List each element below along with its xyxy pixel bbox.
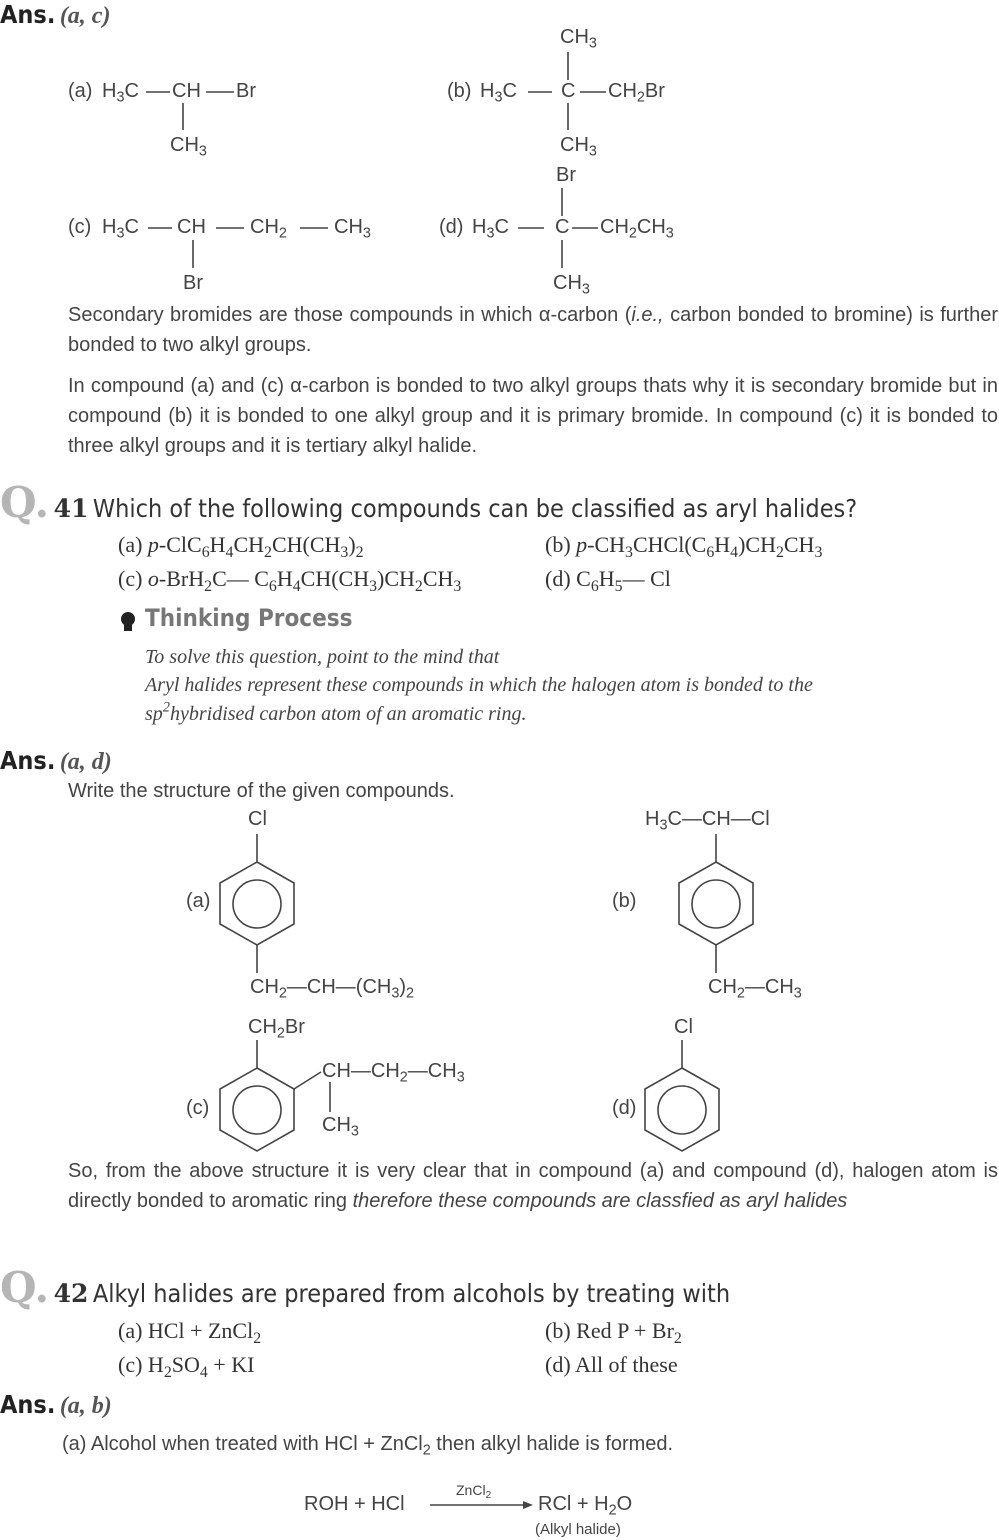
question-number: 41 — [53, 494, 89, 523]
question-number: 42 — [53, 1279, 89, 1308]
thinking-process-line-2: Aryl halides represent these compounds in which the halogen atom is bonded to the — [145, 674, 813, 696]
struct-d-h3c: $H_3C$ — [472, 216, 509, 242]
thinking-process-line-3: $sp^2hybridised$ carbon atom of an aromatic ring. — [145, 699, 527, 725]
struct-d-br: Br — [556, 164, 576, 186]
explain-paragraph-2: In compound (a) and (c) α-carbon is bonded to two alkyl groups thats why it is secondary bromide but in compound (b) it is bonded to one alkyl group and it is primary bromide. In compound (c) it is bonded to three alkyl groups and it is tertiary alkyl halide. — [68, 375, 998, 457]
reaction-catalyst: ZnCl$_2$ — [456, 1482, 492, 1502]
answer-label: Ans. — [0, 746, 56, 775]
struct-d-ch3: $CH_3$ — [553, 272, 590, 298]
question-text: Which of the following compounds can be classified as aryl halides? — [92, 494, 858, 523]
struct-c-br: Br — [183, 272, 203, 294]
reaction-reactants: ROH + HCl — [304, 1493, 405, 1515]
answer-value: (a, d) — [59, 749, 112, 775]
answer-value: (a, c) — [59, 3, 111, 29]
struct-d-ch2ch3: $CH_2CH_3$ — [600, 216, 674, 242]
answer-value: (a, b) — [59, 1393, 112, 1419]
struct41-b-label: (b) — [612, 890, 637, 912]
explain-paragraph-1: Secondary bromides are those compounds in which α-carbon (i.e., carbon bonded to bromine) is further bonded to two alkyl groups. — [68, 304, 999, 356]
struct-c-ch3: $CH_3$ — [334, 216, 371, 242]
answer-40 — [0, 0, 110, 30]
struct-b-c: C — [561, 80, 576, 102]
struct41-a-cl: Cl — [248, 808, 267, 830]
struct-d-c: C — [555, 216, 570, 238]
struct41-b-top: $H_3C—CH—Cl$ — [645, 808, 770, 834]
answer-41 — [0, 746, 112, 776]
struct-a-ch: CH — [172, 80, 201, 102]
struct41-d-cl: Cl — [674, 1016, 693, 1038]
question-41-header — [0, 478, 857, 527]
question-mark: Q. — [0, 478, 50, 527]
struct-b-h3c: $H_3C$ — [480, 80, 517, 106]
answer-42 — [0, 1390, 112, 1420]
option-d[interactable]: (d) All of these — [545, 1352, 678, 1377]
struct-a-ch3: $CH_3$ — [170, 134, 207, 160]
struct-b-ch2br: $CH_2Br$ — [608, 80, 665, 106]
struct41-c-side: $CH—CH_2—CH_3$ — [322, 1060, 465, 1086]
struct41-c-ch3: $CH_3$ — [322, 1114, 359, 1140]
answer-label: Ans. — [0, 1390, 56, 1419]
struct-a-h3c: $H_3C$ — [102, 80, 139, 106]
bulb-icon — [121, 612, 135, 631]
question-mark: Q. — [0, 1263, 50, 1312]
conclusion-text: So, from the above structure it is very clear that in compound (a) and compound (d), halogen atom is directly bonded to aromatic ring — [68, 1160, 998, 1212]
conclusion-paragraph — [68, 1156, 998, 1216]
struct41-a-chain: $CH_2—CH—(CH_3)_2$ — [250, 976, 415, 1002]
option-b[interactable]: (b) $p-CH_3CHCl(C_6H_4)CH_2CH_3$ — [545, 532, 823, 561]
struct41-c-label: (c) — [186, 1097, 210, 1119]
answer-intro: Write the structure of the given compounds. — [68, 780, 455, 802]
question-text: Alkyl halides are prepared from alcohols by treating with — [92, 1279, 731, 1308]
thinking-process-line-1: To solve this question, point to the mind that — [145, 646, 500, 668]
option-c[interactable]: (c) o-BrH$_2$C— $C_6H_4CH(CH_3)CH_2CH_3$ — [118, 566, 462, 595]
reaction-note: (Alkyl halide) — [535, 1521, 621, 1538]
option-a[interactable]: (a) $p-ClC_6H_4CH_2CH(CH_3)_2$ — [118, 532, 364, 561]
struct-c-label: (c) — [68, 216, 92, 238]
struct-d-label: (d) — [439, 216, 464, 238]
thinking-process-title: Thinking Process — [145, 604, 353, 632]
struct41-b-bottom: $CH_2—CH_3$ — [708, 976, 802, 1002]
struct-b-ch3-top: $CH_3$ — [560, 26, 597, 52]
struct-b-ch3-bottom: $CH_3$ — [560, 134, 597, 160]
struct-b-label: (b) — [447, 80, 472, 102]
struct-c-ch2: $CH_2$ — [250, 216, 287, 242]
struct-c-h3c: $H_3C$ — [102, 216, 139, 242]
conclusion-italic: therefore these compounds are classfied as aryl halides — [352, 1190, 848, 1212]
option-a[interactable]: (a) HCl + ZnCl$_2$ — [118, 1318, 262, 1347]
option-c[interactable]: (c) $H_2SO_4$ + KI — [118, 1352, 255, 1381]
answer-explanation: (a) Alcohol when treated with HCl + ZnCl$_2$ then alkyl halide is formed. — [62, 1433, 674, 1459]
struct-a-label: (a) — [68, 80, 93, 102]
struct41-d-label: (d) — [612, 1097, 637, 1119]
reaction-products: RCl + $H_2O$ — [538, 1493, 633, 1519]
struct-a-br: Br — [236, 80, 256, 102]
struct-c-ch: CH — [177, 216, 206, 238]
struct41-c-top: $CH_2Br$ — [248, 1016, 305, 1042]
option-d[interactable]: (d) $C_6H_5—$ Cl — [545, 566, 671, 595]
question-42-header — [0, 1263, 730, 1312]
option-b[interactable]: (b) Red $P + Br_2$ — [545, 1318, 682, 1347]
struct41-a-label: (a) — [186, 890, 211, 912]
answer-label: Ans. — [0, 0, 56, 29]
